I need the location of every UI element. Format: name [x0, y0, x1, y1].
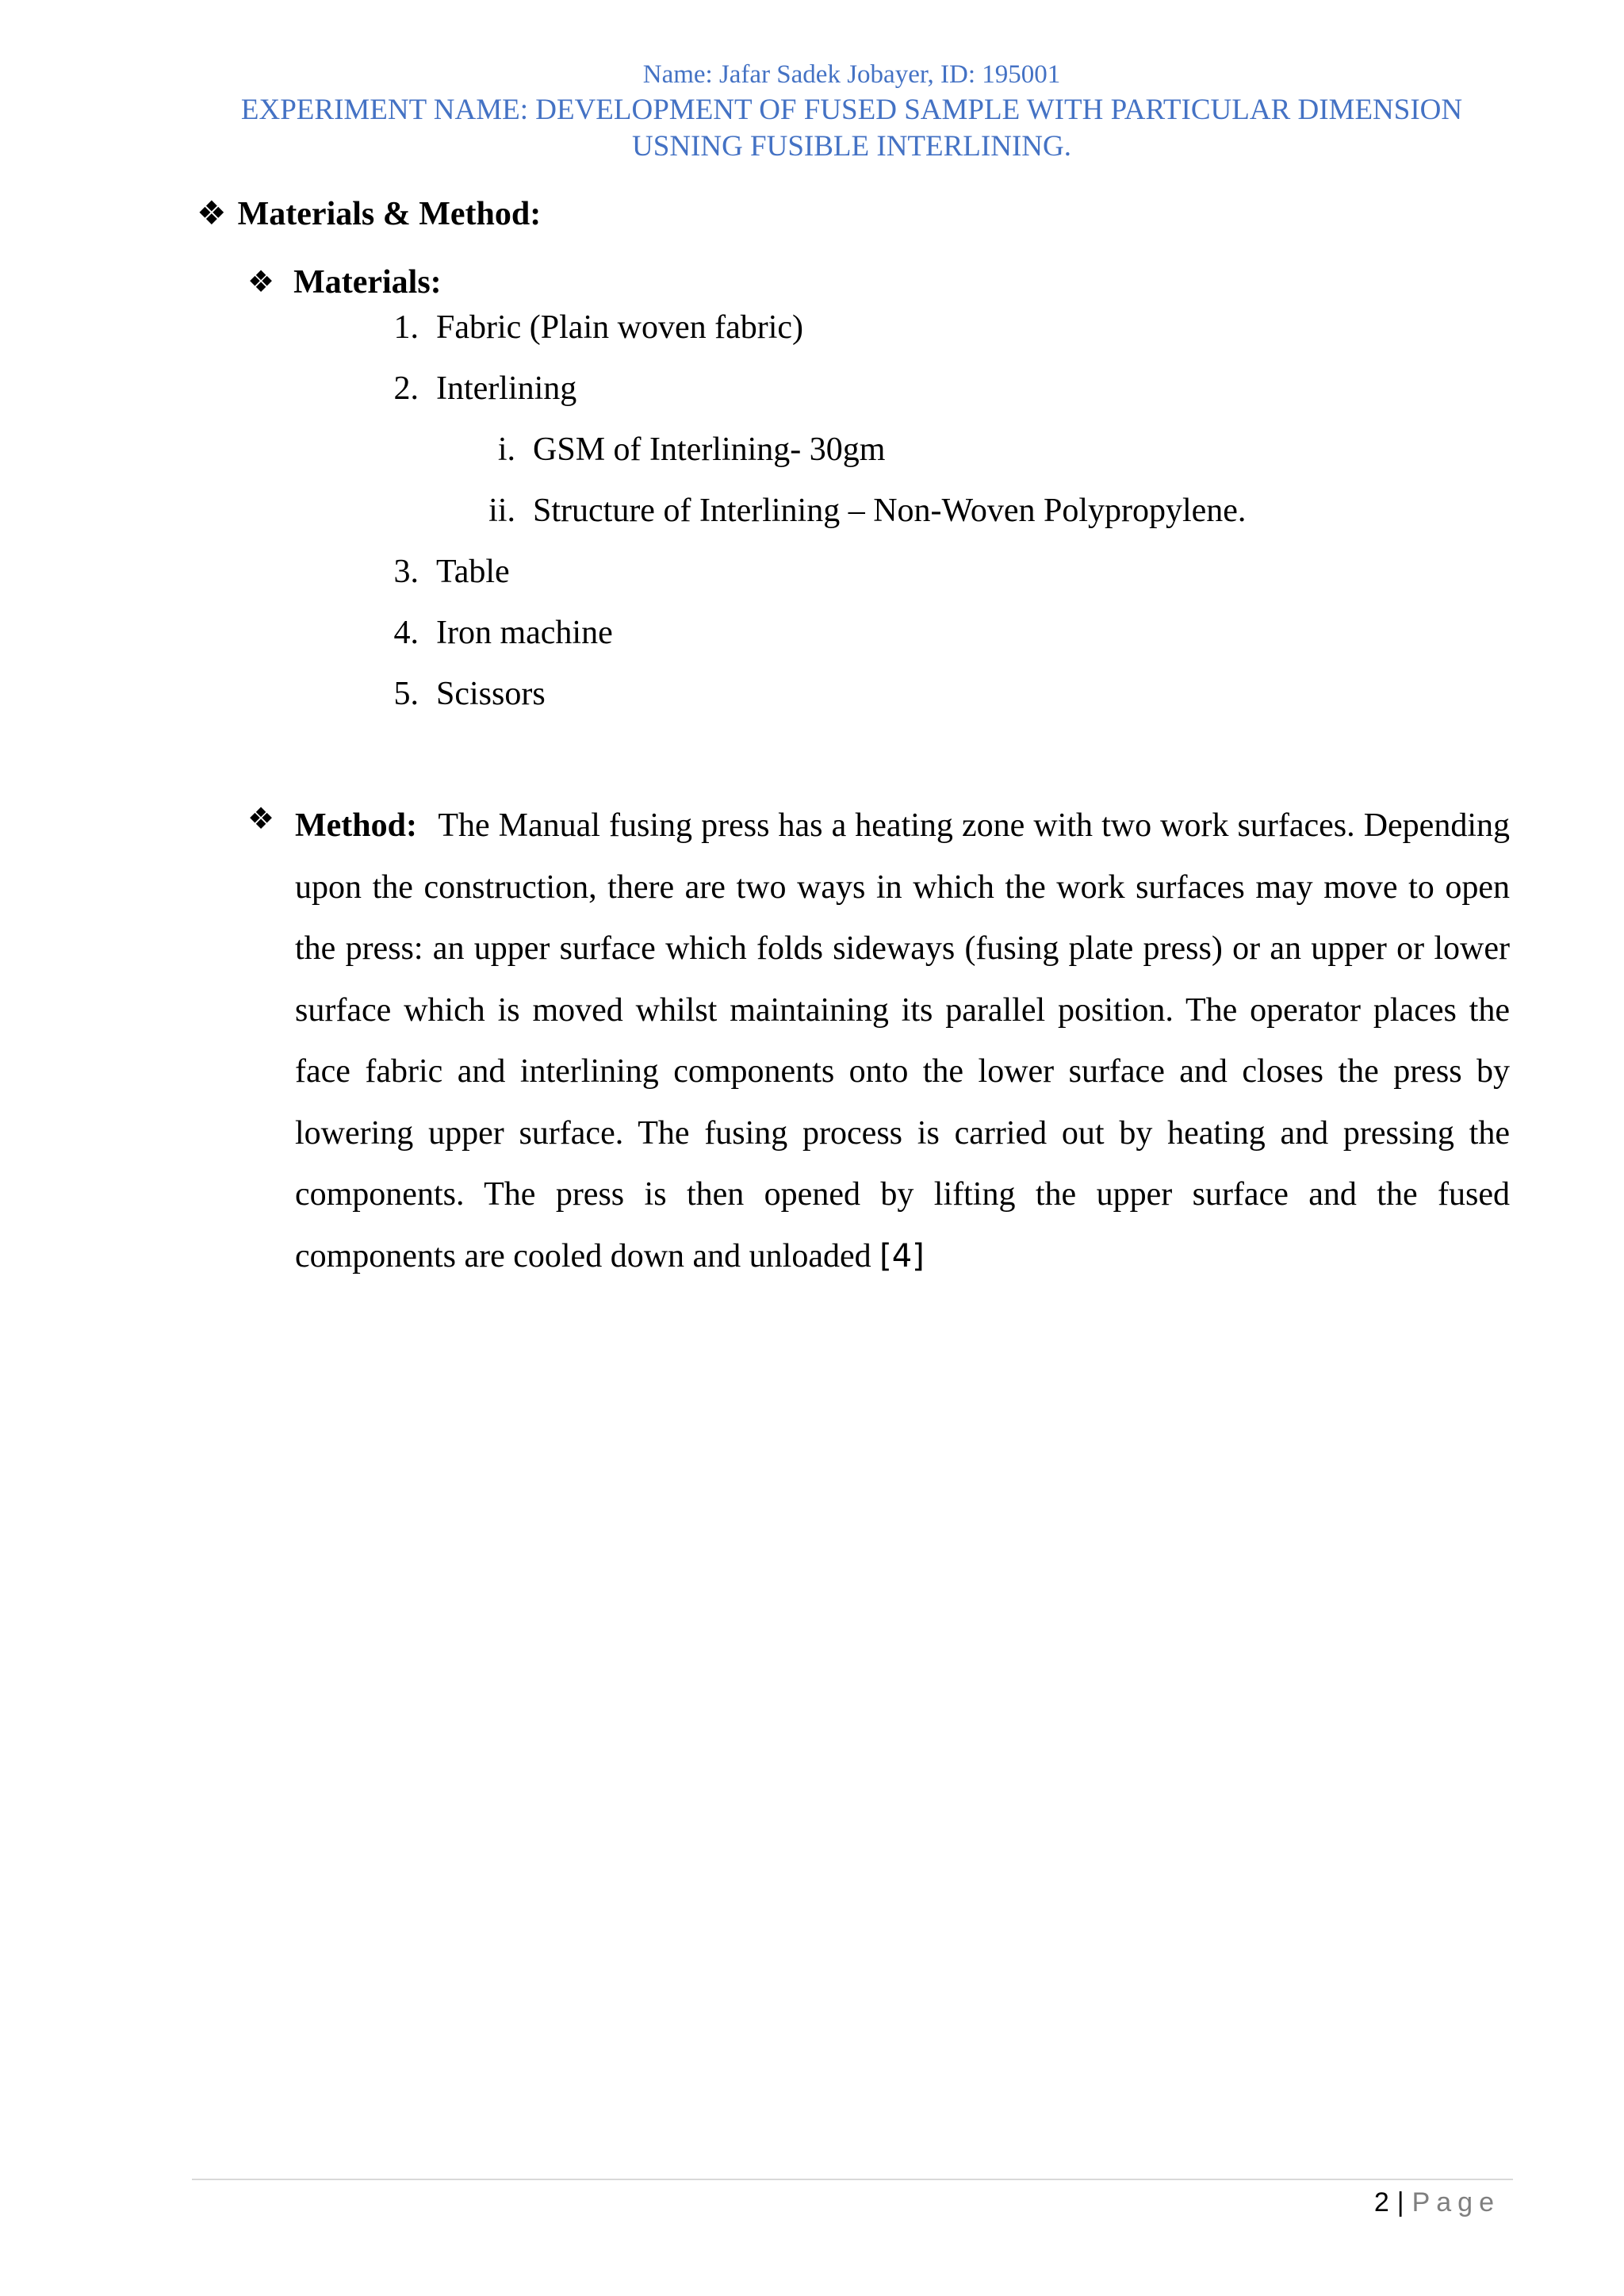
footer-separator: | [1396, 2187, 1404, 2217]
list-item [371, 609, 613, 657]
list-number: i. [497, 431, 515, 468]
list-text: Structure of Interlining – Non-Woven Polypropylene. [533, 493, 1247, 529]
section-title: Materials & Method: [237, 196, 542, 232]
page-footer [1374, 2183, 1500, 2222]
list-sub-item [476, 426, 885, 473]
list-text: Iron machine [436, 615, 613, 651]
page-number: 2 [1373, 2187, 1389, 2217]
clover-bullet-icon: ❖ [247, 266, 275, 299]
experiment-title-line-1: EXPERIMENT NAME: DEVELOPMENT OF FUSED SAMPLE WITH PARTICULAR DIMENSION [240, 94, 1463, 126]
section-heading [197, 190, 541, 238]
list-number: ii. [488, 493, 515, 529]
list-text: Table [436, 554, 510, 590]
list-text: Fabric (Plain woven fabric) [436, 309, 804, 346]
citation-reference: [4] [879, 1237, 925, 1274]
list-number: 3. [393, 554, 419, 590]
method-paragraph [295, 795, 1510, 1287]
materials-heading [247, 259, 442, 306]
list-item [371, 670, 546, 718]
clover-bullet-icon: ❖ [247, 803, 275, 836]
page-header [0, 57, 1624, 165]
footer-divider [192, 2179, 1513, 2180]
list-number: 5. [393, 676, 419, 712]
list-item [371, 304, 803, 351]
list-item [371, 365, 576, 412]
list-number: 4. [393, 615, 419, 651]
method-title: Method: [295, 807, 417, 844]
method-section [247, 795, 1510, 1287]
list-text: GSM of Interlining- 30gm [533, 431, 886, 468]
list-text: Interlining [436, 370, 577, 407]
list-number: 1. [393, 309, 419, 346]
diamond-bullet-icon: ❖ [197, 196, 227, 232]
list-item [371, 548, 510, 596]
method-text: The Manual fusing press has a heating zone with two work surfaces. Depending upon the construction, there are two ways in which the work surfaces may move to open the press: an upper surface which folds sideways (fusing plate press) or an upper or lower surface which is moved whilst maintaining its parallel position. The operator places the face fabric and interlining components onto the lower surface and closes the press by lowering upper surface. The fusing process is carried out by heating and pressing the components. The press is then opened by lifting the upper surface and the fused components are cooled down and unloaded [295, 807, 1510, 1274]
experiment-title-line-2: USNING FUSIBLE INTERLINING. [632, 130, 1071, 163]
materials-title: Materials: [293, 264, 442, 301]
list-sub-item [476, 487, 1246, 535]
author-line: Name: Jafar Sadek Jobayer, ID: 195001 [642, 60, 1061, 89]
page-label: Page [1411, 2187, 1500, 2217]
list-text: Scissors [436, 676, 546, 712]
list-number: 2. [393, 370, 419, 407]
